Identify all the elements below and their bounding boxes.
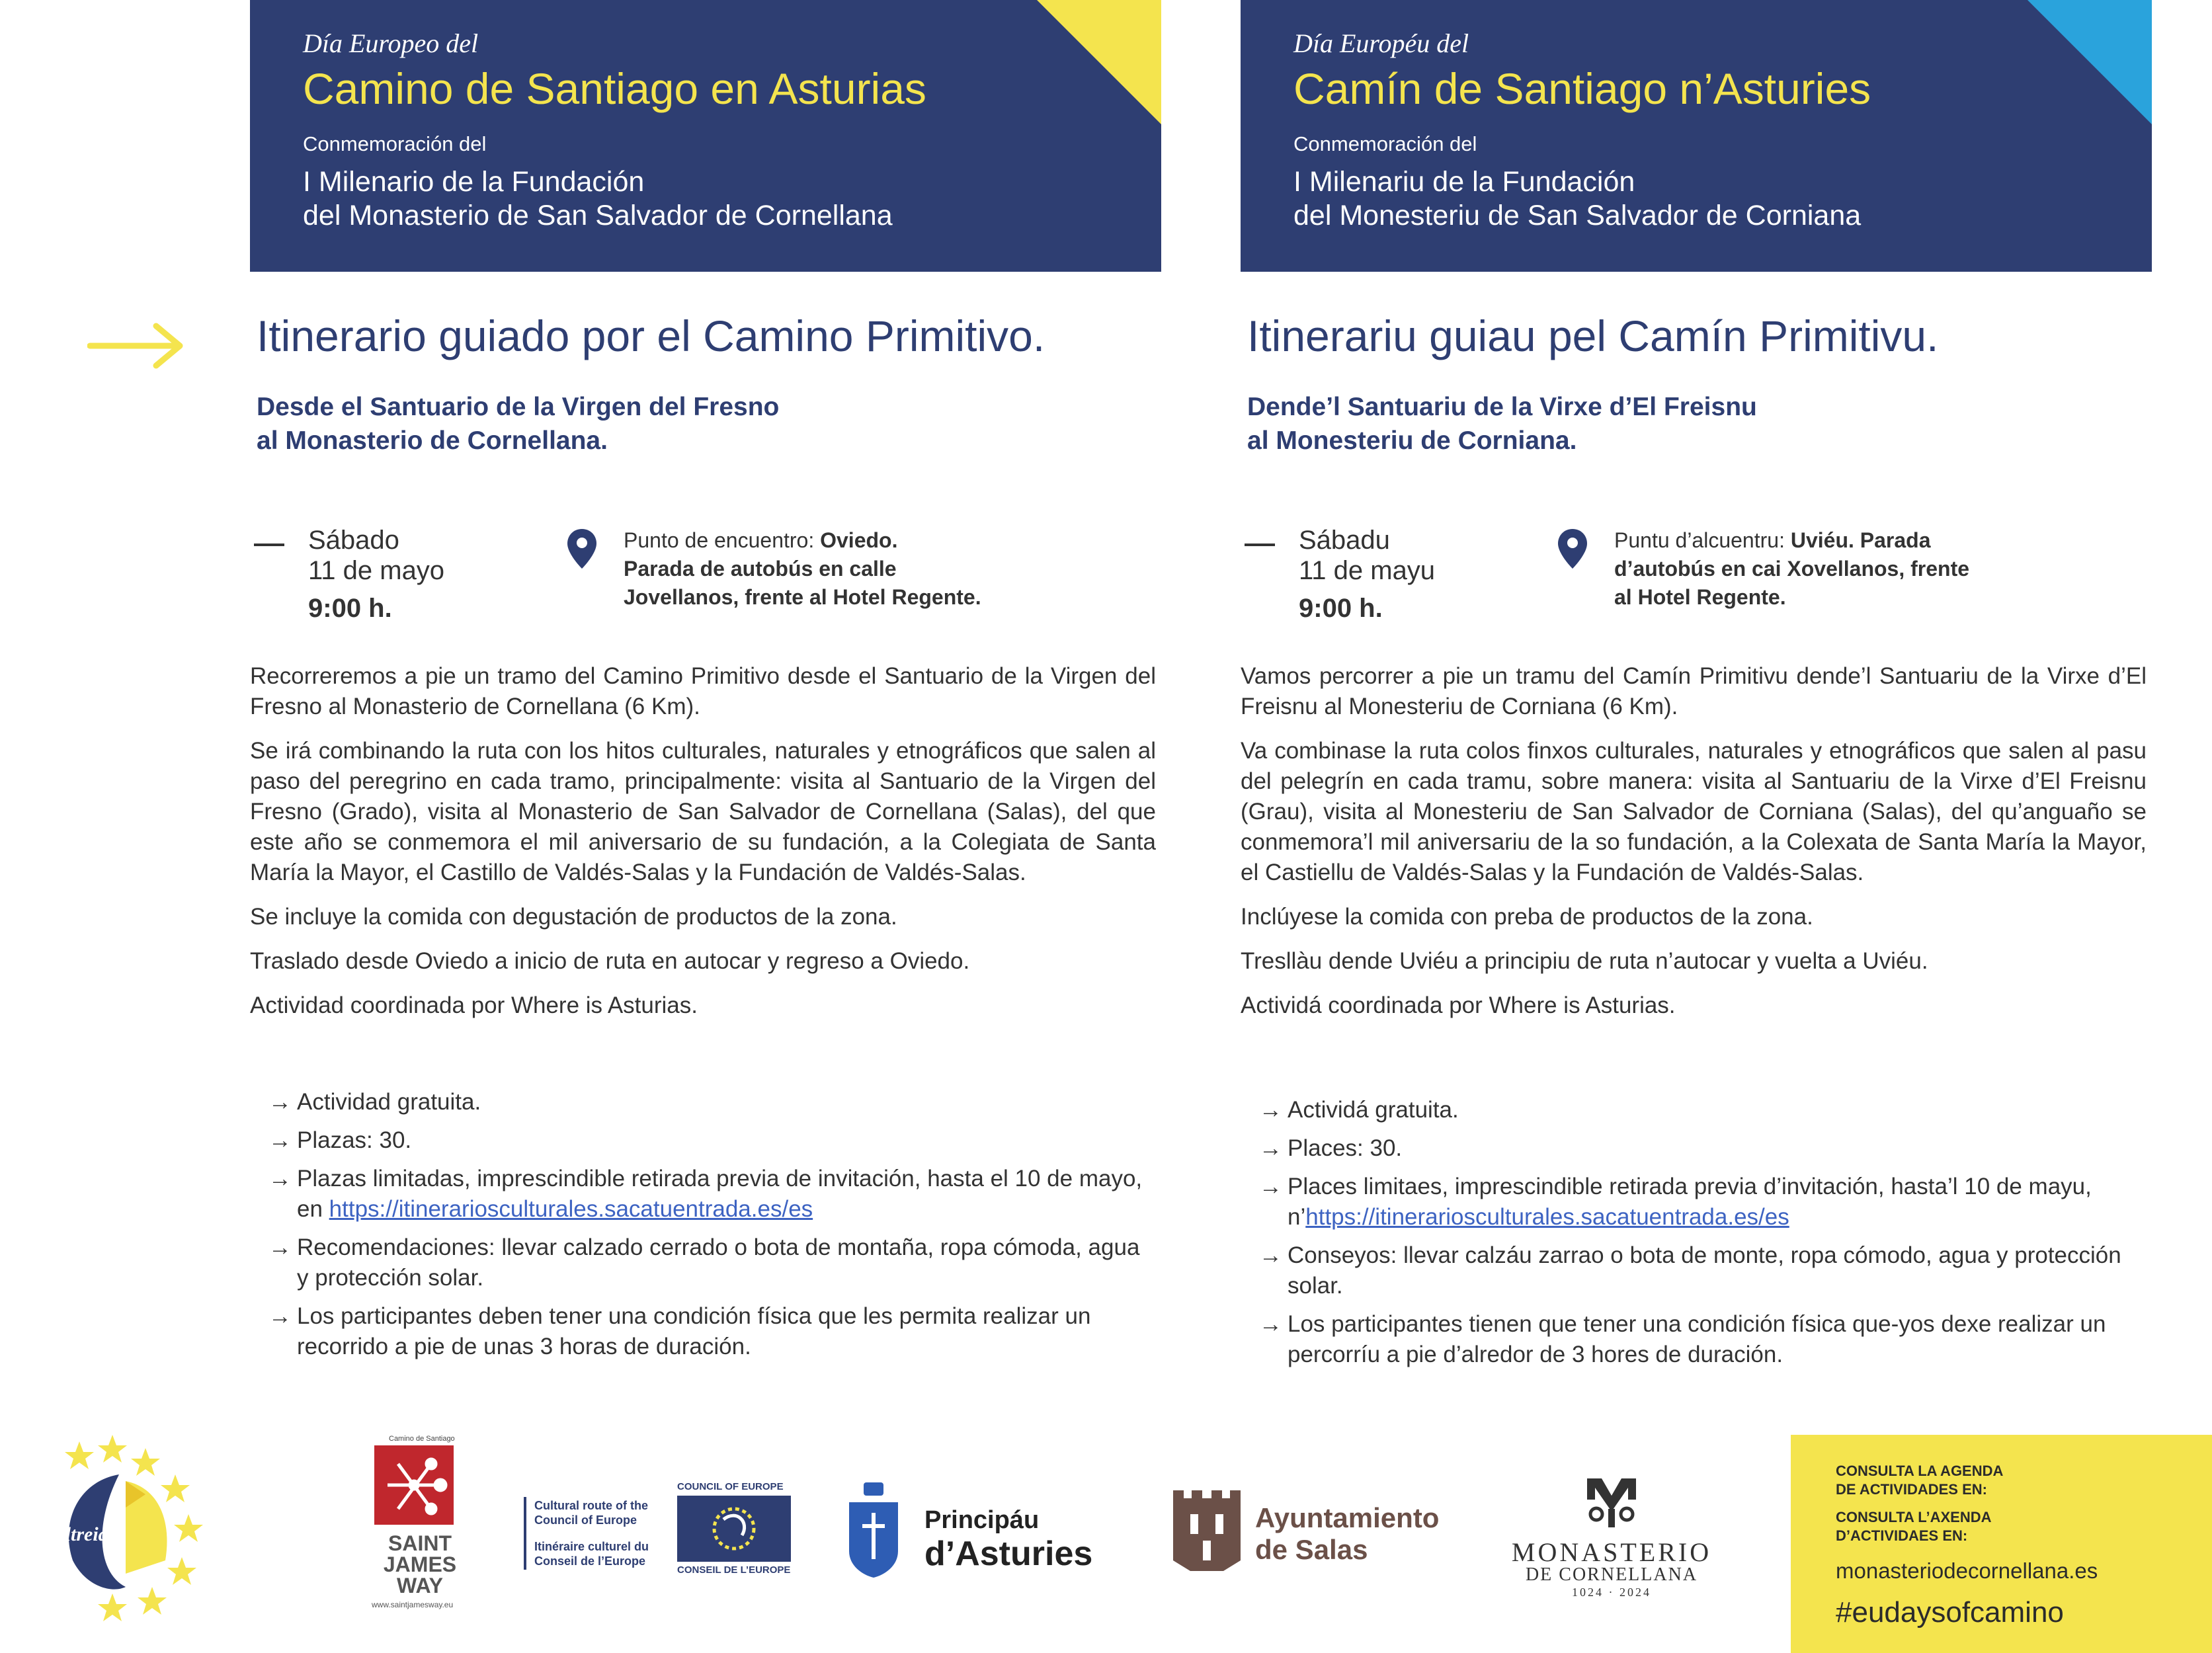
monastery-emblem-icon <box>1582 1473 1641 1530</box>
arrow-right-icon <box>87 323 185 369</box>
tickets-link[interactable]: https://itinerariosculturales.sacatuentrada.es/es <box>329 1196 813 1222</box>
arrow-icon: → <box>268 1166 292 1191</box>
event-time: 9:00 h. <box>308 594 392 623</box>
list-item: → Actividá gratuita. <box>1259 1095 2139 1125</box>
agenda-website[interactable]: monasteriodecornellana.es <box>1836 1558 2098 1583</box>
subtitle-line-1: Dende’l Santuariu de la Virxe d’El Freisnu <box>1247 393 1757 421</box>
monasterio-line-2: DE CORNELLANA <box>1525 1564 1698 1585</box>
arrow-icon: → <box>1259 1242 1282 1268</box>
corner-triangle <box>1037 0 1161 124</box>
salas-line-1: Ayuntamiento <box>1255 1502 1440 1533</box>
ultreia-logo <box>40 1428 212 1627</box>
arrow-icon: → <box>1259 1174 1282 1199</box>
paragraph: Vamos percorrer a pie un tramu del Camín Primitivu dende’l Santuariu de la Virxe d’El Freisnu al Monesteriu de Corniana (6 Km). <box>1241 663 2147 719</box>
sjw-top-text: Camino de Santiago <box>389 1435 455 1443</box>
principau-line-1: Principáu <box>924 1506 1040 1534</box>
meeting-label: Punto de encuentro: <box>624 528 821 552</box>
meeting-point <box>1614 526 2130 612</box>
page-subtitle <box>257 390 1116 458</box>
list-item: → Recomendaciones: llevar calzado cerrado o bota de montaña, ropa cómoda, agua y protección solar. <box>268 1232 1148 1293</box>
arrow-icon: → <box>1259 1135 1282 1161</box>
millennium-text <box>303 165 1149 233</box>
saint-james-way-logo <box>365 1435 471 1620</box>
meeting-place: Oviedo. <box>820 528 898 552</box>
ayuntamiento-salas-logo <box>1170 1488 1461 1574</box>
info-list <box>268 1087 1148 1370</box>
page-title: Itinerario guiado por el Camino Primitivo. <box>257 311 1045 360</box>
paragraph: Va combinase la ruta colos finxos culturales, naturales y etnográficos que salen al pasu del pelegrín en cada tramu, sobre manera: visita al Santuariu de la Virxe d’El Freisnu (Grau), visita al Monesteriu de San Salvador de Corniana (Salas), del qu’anguaño se conmemora’l mil aniversariu de la so fundación, a la Colexata de Santa María la Mayor, el Castiellu de Valdés-Salas y la Fundación de Valdés-Salas. <box>1241 738 2147 885</box>
arrow-icon: → <box>268 1089 292 1115</box>
dash-divider <box>1245 544 1275 546</box>
page-subtitle <box>1247 390 2107 458</box>
banner-subtitle: Día Européu del <box>1293 28 1469 58</box>
meeting-line-3: Jovellanos, frente al Hotel Regente. <box>624 585 981 609</box>
header-banner <box>250 0 1161 272</box>
millennium-line-2: del Monesteriu de San Salvador de Corniana <box>1293 200 1862 231</box>
banner-subtitle: Día Europeo del <box>303 28 479 58</box>
list-item: → Actividad gratuita. <box>268 1087 1148 1117</box>
castle-tower-icon <box>1170 1488 1243 1574</box>
subtitle-line-2: al Monesteriu de Corniana. <box>1247 426 1577 455</box>
arrow-icon: → <box>268 1127 292 1153</box>
list-item: → Conseyos: llevar calzáu zarrao o bota de monte, ropa cómodo, agua y protección solar. <box>1259 1240 2139 1301</box>
meeting-place: Uviéu. Parada <box>1790 528 1931 552</box>
header-banner <box>1241 0 2152 272</box>
info-list <box>1259 1095 2139 1378</box>
paragraph: Actividá coordinada por Where is Asturias. <box>1241 992 1676 1018</box>
paragraph: Actividad coordinada por Where is Asturias. <box>250 992 698 1018</box>
paragraph: Se incluye la comida con degustación de productos de la zona. <box>250 904 897 930</box>
agenda-line-3: CONSULTA L’AXENDA <box>1836 1509 1992 1525</box>
principau-line-2: d’Asturies <box>924 1535 1093 1573</box>
agenda-line-4: D’ACTIVIDAES EN: <box>1836 1527 1968 1544</box>
coe-top: COUNCIL OF EUROPE <box>677 1481 784 1492</box>
dash-divider <box>254 544 284 546</box>
list-item: → Los participantes deben tener una condición física que les permita realizar un recorrido a pie de unas 3 horas de duración. <box>268 1301 1148 1362</box>
event-date-value: 11 de mayu <box>1299 556 1436 585</box>
list-item: → Places: 30. <box>1259 1133 2139 1164</box>
commemoration-label: Conmemoración del <box>303 132 487 155</box>
event-day: Sábado <box>308 526 399 555</box>
agenda-hashtag: #eudaysofcamino <box>1836 1596 2064 1629</box>
millennium-line-2: del Monasterio de San Salvador de Cornellana <box>303 200 893 231</box>
salas-line-2: de Salas <box>1255 1534 1368 1565</box>
banner-title: Camino de Santiago en Asturias <box>303 64 926 113</box>
commemoration-label: Conmemoración del <box>1293 132 1477 155</box>
event-day: Sábadu <box>1299 526 1390 555</box>
coe-text-en: Cultural route of the Council of Europe <box>534 1499 648 1527</box>
location-pin-icon <box>1557 528 1588 570</box>
agenda-box <box>1791 1435 2212 1653</box>
agenda-line-2: DE ACTIVIDADES EN: <box>1836 1481 1987 1498</box>
arrow-icon: → <box>1259 1097 1282 1123</box>
sjw-name: SAINT JAMES WAY <box>383 1531 457 1597</box>
banner-title: Camín de Santiago n’Asturies <box>1293 64 1871 113</box>
event-date <box>1299 525 1435 586</box>
list-item: → Plazas limitadas, imprescindible retirada previa de invitación, hasta el 10 de mayo, en https://itinerariosculturales.sacatuentrada.es/es <box>268 1164 1148 1225</box>
arrow-icon: → <box>268 1303 292 1329</box>
paragraph: Se irá combinando la ruta con los hitos culturales, naturales y etnográficos que salen al paso del peregrino en cada tramo, principalmente: visita al Santuario de la Virgen del Fresno (Grado), visita al Monasterio de San Salvador de Cornellana (Salas), del que este año se conmemora el mil aniversario de su fundación, a la Colegiata de Santa María la Mayor, el Castillo de Valdés-Salas y la Fundación de Valdés-Salas. <box>250 738 1156 885</box>
council-of-europe-logo <box>524 1481 795 1580</box>
paragraph: Recorreremos a pie un tramo del Camino Primitivo desde el Santuario de la Virgen del Fresno al Monasterio de Cornellana (6 Km). <box>250 663 1156 719</box>
list-item: → Los participantes tienen que tener una condición física que-yos dexe realizar un percorríu a pie d’alredor de 3 hores de duración. <box>1259 1309 2139 1370</box>
event-date-value: 11 de mayo <box>308 556 445 585</box>
location-pin-icon <box>566 528 598 570</box>
subtitle-line-1: Desde el Santuario de la Virgen del Fresno <box>257 393 780 421</box>
paragraph: Tresllàu dende Uviéu a principiu de ruta n’autocar y vuelta a Uviéu. <box>1241 948 1928 974</box>
agenda-line-1: CONSULTA LA AGENDA <box>1836 1463 2004 1479</box>
paragraph: Inclúyese la comida con preba de productos de la zona. <box>1241 904 1813 930</box>
coe-flag-icon <box>677 1496 791 1562</box>
monasterio-line-1: MONASTERIO <box>1511 1537 1712 1567</box>
coe-text-fr: Itinéraire culturel du Conseil de l’Europe <box>534 1540 649 1568</box>
list-item: → Plazas: 30. <box>268 1125 1148 1156</box>
asturias-shield-icon <box>845 1480 902 1579</box>
corner-triangle <box>2028 0 2152 124</box>
arrow-icon: → <box>268 1234 292 1260</box>
page-title: Itinerariu guiau pel Camín Primitivu. <box>1247 311 1939 360</box>
list-item: → Places limitaes, imprescindible retirada previa d’invitación, hasta’l 10 de mayu, n’https://itinerariosculturales.sacatuentrada.es/es <box>1259 1172 2139 1232</box>
ultreia-text: ultreia! <box>54 1523 116 1545</box>
monasterio-years: 1024 · 2024 <box>1572 1586 1651 1599</box>
tickets-link[interactable]: https://itinerariosculturales.sacatuentrada.es/es <box>1305 1204 1789 1230</box>
paragraph: Traslado desde Oviedo a inicio de ruta en autocar y regreso a Oviedo. <box>250 948 970 974</box>
event-time: 9:00 h. <box>1299 594 1383 623</box>
principau-asturies-logo <box>845 1480 1129 1579</box>
arrow-icon: → <box>1259 1311 1282 1337</box>
description <box>1241 661 2147 1035</box>
meeting-line-3: al Hotel Regente. <box>1614 585 1786 609</box>
sjw-star-icon <box>374 1445 454 1525</box>
meeting-point <box>624 526 1139 612</box>
subtitle-line-2: al Monasterio de Cornellana. <box>257 426 608 455</box>
description <box>250 661 1156 1035</box>
coe-divider <box>524 1497 526 1570</box>
millennium-text <box>1293 165 2140 233</box>
event-date <box>308 525 444 586</box>
millennium-line-1: I Milenario de la Fundación <box>303 166 645 198</box>
meeting-line-2: Parada de autobús en calle <box>624 557 897 581</box>
meeting-line-2: d’autobús en cai Xovellanos, frente <box>1614 557 1970 581</box>
ultreia-shell-icon <box>40 1428 212 1627</box>
millennium-line-1: I Milenariu de la Fundación <box>1293 166 1635 198</box>
monasterio-cornellana-logo <box>1496 1473 1727 1599</box>
meeting-label: Puntu d’alcuentru: <box>1614 528 1791 552</box>
coe-bottom: CONSEIL DE L’EUROPE <box>677 1564 791 1576</box>
sjw-url: www.saintjamesway.eu <box>372 1600 454 1609</box>
